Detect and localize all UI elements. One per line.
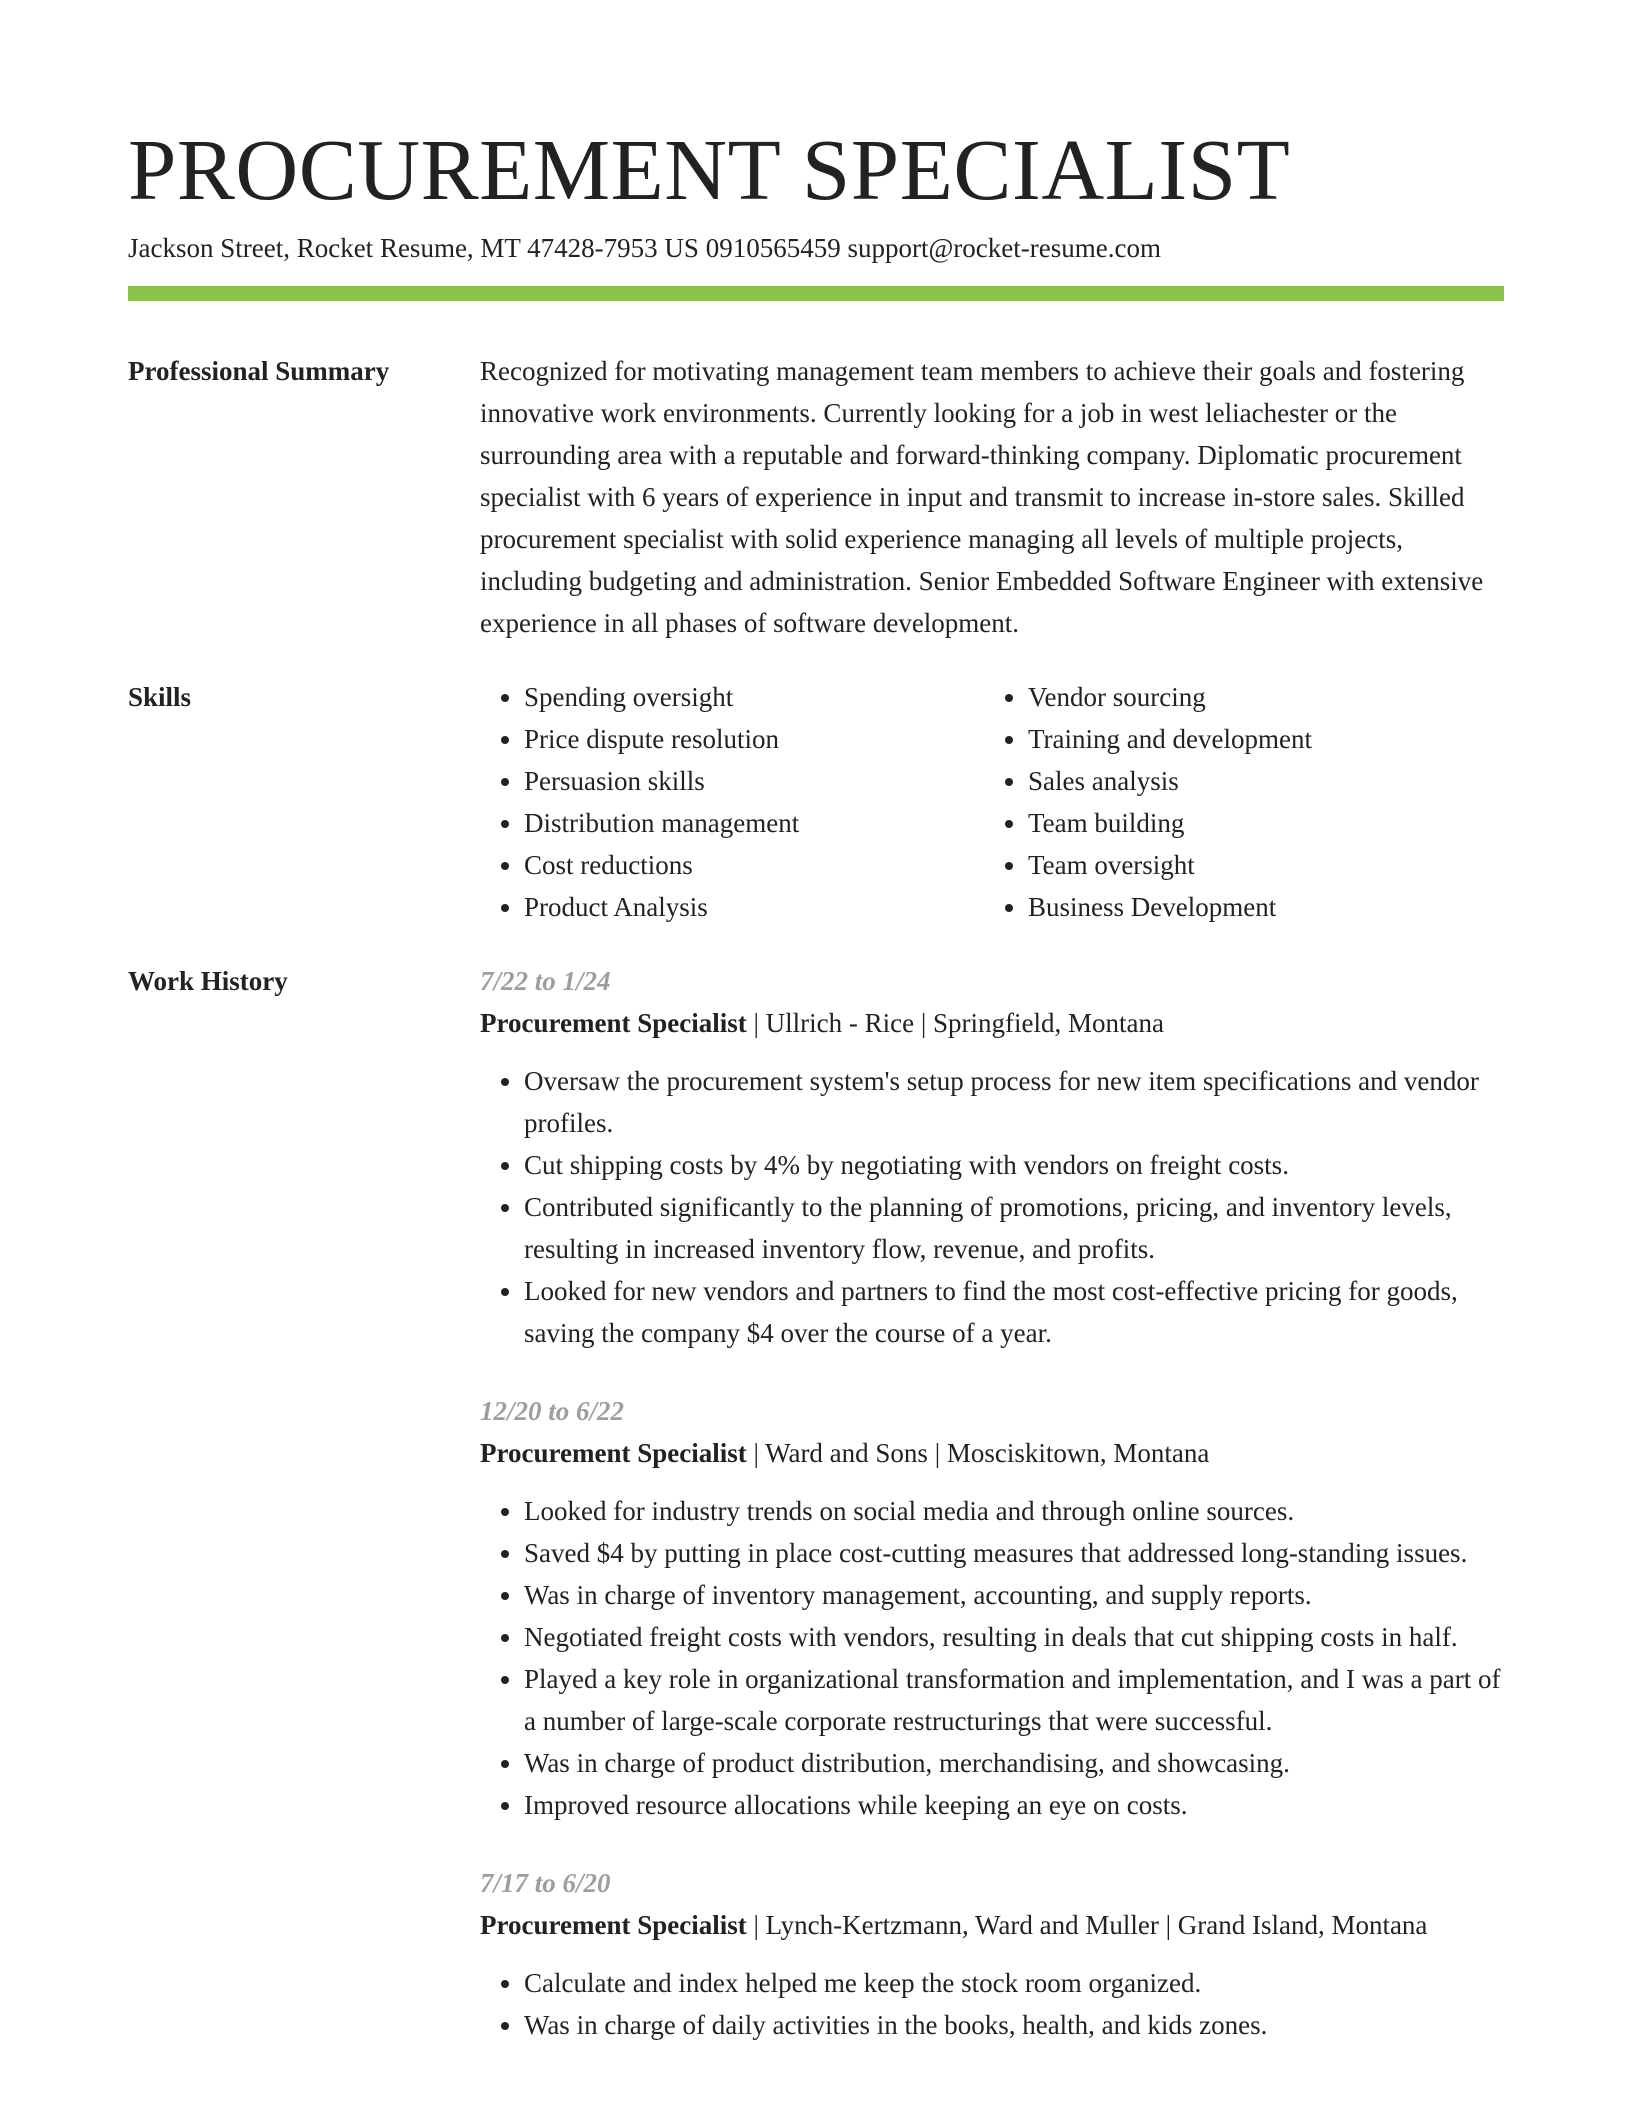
contact-line: Jackson Street, Rocket Resume, MT 47428-7953 US 0910565459 support@rocket-resume.com: [128, 233, 1161, 263]
job-bullet: • Was in charge of inventory management, accounting, and supply reports.: [524, 1574, 1504, 1616]
job-title: Procurement Specialist: [480, 1438, 747, 1468]
job-dates: 7/22 to 1/24: [480, 966, 611, 996]
job-title: Procurement Specialist: [480, 1910, 747, 1940]
job-heading: [480, 1432, 1504, 1474]
skill-item: • Cost reductions: [524, 844, 984, 886]
job-bullet: • Oversaw the procurement system's setup process for new item specifications and vendor profiles.: [524, 1060, 1504, 1144]
resume-title: PROCUREMENT SPECIALIST: [128, 121, 1291, 218]
skill-item: • Distribution management: [524, 802, 984, 844]
job-bullet: • Saved $4 by putting in place cost-cutting measures that addressed long-standing issues.: [524, 1532, 1504, 1574]
job-dates: 12/20 to 6/22: [480, 1396, 625, 1426]
skill-item: • Team building: [1028, 802, 1488, 844]
work-history-heading: Work History: [128, 966, 288, 996]
job-bullet: • Was in charge of product distribution, merchandising, and showcasing.: [524, 1742, 1504, 1784]
job-entry: [480, 1390, 1504, 1826]
work-history-section: [480, 960, 1504, 2082]
job-bullet: • Improved resource allocations while keeping an eye on costs.: [524, 1784, 1504, 1826]
skill-item: • Business Development: [1028, 886, 1488, 928]
summary-text: Recognized for motivating management team members to achieve their goals and fostering innovative work environments. Currently looking for a job in west leliachester or the surrounding area with a reputable and forward-thinking company. Diplomatic procurement specialist with 6 years of experience in input and transmit to increase in-store sales. Skilled procurement specialist with solid experience managing all levels of multiple projects, including budgeting and administration. Senior Embedded Software Engineer with extensive experience in all phases of software development.: [480, 356, 1484, 638]
skill-item: • Team oversight: [1028, 844, 1488, 886]
job-entry: [480, 1862, 1504, 2046]
job-bullets: [480, 1490, 1504, 1826]
job-employer-location: | Lynch-Kertzmann, Ward and Muller | Grand Island, Montana: [746, 1910, 1428, 1940]
job-entry: [480, 960, 1504, 1354]
job-bullets: [480, 1060, 1504, 1354]
job-bullet: • Looked for industry trends on social media and through online sources.: [524, 1490, 1504, 1532]
skills-section: [480, 676, 1504, 928]
skill-item: • Product Analysis: [524, 886, 984, 928]
skills-list-right: [984, 676, 1488, 928]
summary-section: [480, 350, 1504, 644]
header-divider: [128, 286, 1504, 301]
job-bullet: • Played a key role in organizational transformation and implementation, and I was a part of a number of large-scale corporate restructurings that were successful.: [524, 1658, 1504, 1742]
job-employer-location: | Ward and Sons | Mosciskitown, Montana: [746, 1438, 1210, 1468]
job-bullets: [480, 1962, 1504, 2046]
skill-item: • Sales analysis: [1028, 760, 1488, 802]
job-bullet: • Negotiated freight costs with vendors, resulting in deals that cut shipping costs in half.: [524, 1616, 1504, 1658]
summary-heading: Professional Summary: [128, 356, 390, 386]
skill-item: • Training and development: [1028, 718, 1488, 760]
skill-item: • Persuasion skills: [524, 760, 984, 802]
job-bullet: • Was in charge of daily activities in the books, health, and kids zones.: [524, 2004, 1504, 2046]
skills-heading: Skills: [128, 682, 192, 712]
job-bullet: • Contributed significantly to the planning of promotions, pricing, and inventory levels, resulting in increased inventory flow, revenue, and profits.: [524, 1186, 1504, 1270]
job-bullet: • Cut shipping costs by 4% by negotiating with vendors on freight costs.: [524, 1144, 1504, 1186]
job-bullet: • Looked for new vendors and partners to find the most cost-effective pricing for goods, saving the company $4 over the course of a year.: [524, 1270, 1504, 1354]
skill-item: • Spending oversight: [524, 676, 984, 718]
skill-item: • Price dispute resolution: [524, 718, 984, 760]
skills-list-left: [480, 676, 984, 928]
job-dates: 7/17 to 6/20: [480, 1868, 611, 1898]
job-bullet: • Calculate and index helped me keep the stock room organized.: [524, 1962, 1504, 2004]
job-heading: [480, 1904, 1504, 1946]
job-title: Procurement Specialist: [480, 1008, 747, 1038]
job-heading: [480, 1002, 1504, 1044]
skill-item: • Vendor sourcing: [1028, 676, 1488, 718]
job-employer-location: | Ullrich - Rice | Springfield, Montana: [746, 1008, 1164, 1038]
